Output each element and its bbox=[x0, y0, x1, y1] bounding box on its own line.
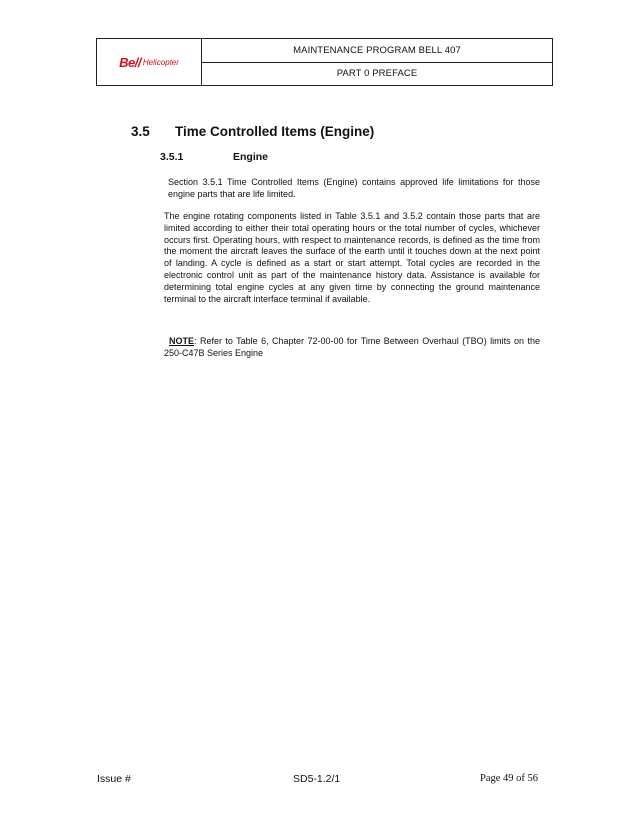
logo-mark: Be// bbox=[119, 54, 141, 70]
subsection-number: 3.5.1 bbox=[160, 151, 184, 163]
footer-document-id: SD5-1.2/1 bbox=[293, 773, 341, 785]
engine-components-paragraph: The engine rotating components listed in Table 3.5.1 and 3.5.2 contain those parts that are limited according to either their total operating hours or the total number of cycles, whichever occurs first. Operating hours, with respect to maintenance records, is defined as the time from the moment the aircraft leaves the surface of the earth until it touches down at the next point of landing. A cycle is defined as a start or start attempt. Total cycles are recorded in the electronic control unit as part of the maintenance history data. Assistance is available for determining total engine cycles at any given time by connecting the ground maintenance terminal to the aircraft interface terminal if available. bbox=[164, 211, 540, 304]
header-title-cell bbox=[202, 39, 552, 85]
subsection-title: Engine bbox=[233, 151, 269, 163]
section-heading bbox=[131, 124, 374, 139]
bell-helicopter-logo bbox=[119, 55, 179, 70]
document-header bbox=[96, 38, 553, 86]
footer-page-number: Page 49 of 56 bbox=[480, 773, 539, 784]
note-paragraph bbox=[164, 336, 540, 360]
note-label: NOTE bbox=[169, 336, 195, 346]
header-part-title: PART 0 PREFACE bbox=[336, 68, 418, 80]
section-title: Time Controlled Items (Engine) bbox=[175, 124, 375, 139]
logo-text: Helicopter bbox=[142, 57, 179, 67]
note-text: : Refer to Table 6, Chapter 72-00-00 for Time Between Overhaul (TBO) limits on the 250-C47B Series Engine bbox=[164, 336, 540, 358]
section-number: 3.5 bbox=[131, 124, 150, 139]
subsection-heading bbox=[160, 151, 268, 163]
header-program-title: MAINTENANCE PROGRAM BELL 407 bbox=[202, 39, 552, 63]
intro-paragraph: Section 3.5.1 Time Controlled Items (Engine) contains approved life limitations for those engine parts that are life limited. bbox=[168, 177, 540, 199]
logo-cell bbox=[97, 39, 202, 85]
footer-issue: Issue # bbox=[97, 773, 131, 785]
